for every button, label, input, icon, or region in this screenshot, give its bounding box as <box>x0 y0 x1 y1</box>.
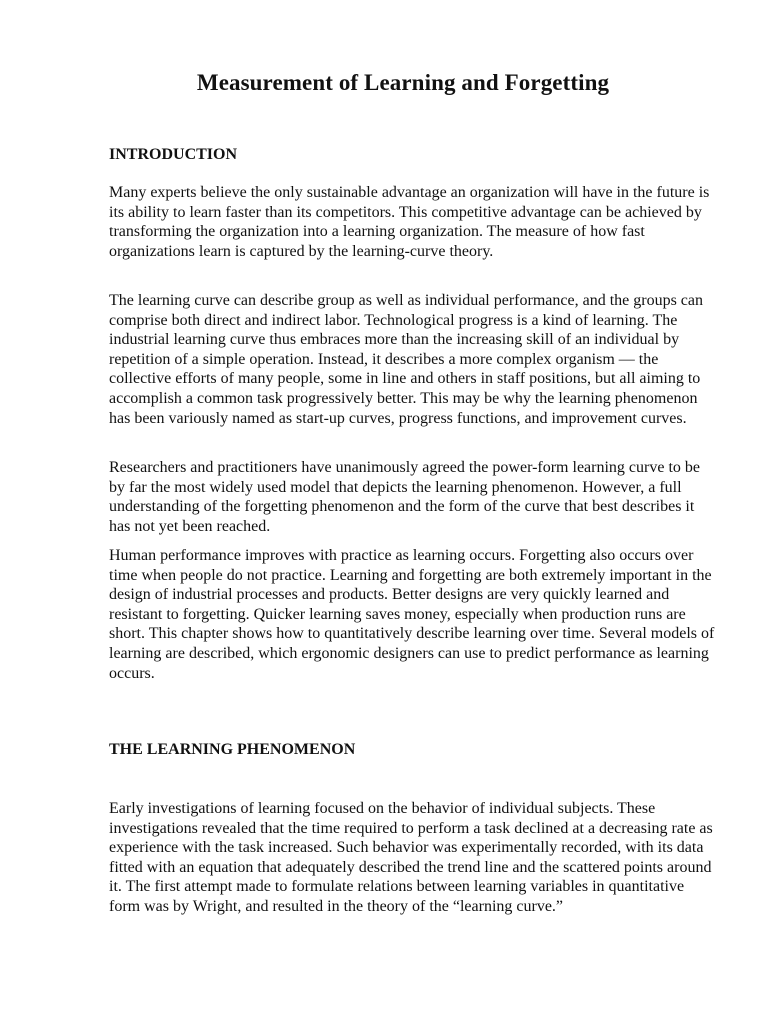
paragraph: Early investigations of learning focused on the behavior of individual subjects. These investigations revealed that the time required to perform a task declined at a decreasing rate as experience with the task increased. Such behavior was experimentally recorded, with its data fitted with an equation that adequately described the trend line and the scattered points around it. The first attempt made to formulate relations between learning variables in quantitative form was by Wright, and resulted in the theory of the “learning curve.” <box>109 800 713 915</box>
section-heading-introduction: INTRODUCTION <box>109 146 238 163</box>
paragraph: Human performance improves with practice as learning occurs. Forgetting also occurs over time when people do not practice. Learning and forgetting are both extremely important in the design of industrial processes and products. Better designs are very quickly learned and resistant to forgetting. Quicker learning saves money, especially when production runs are short. This chapter shows how to quantitatively describe learning over time. Several models of learning are described, which ergonomic designers can use to predict performance as learning occurs. <box>109 547 715 682</box>
paragraph: Researchers and practitioners have unanimously agreed the power-form learning curve to be by far the most widely used model that depicts the learning phenomenon. However, a full understanding of the forgetting phenomenon and the form of the curve that best describes it has not yet been reached. <box>109 459 700 535</box>
section-heading-learning-phenomenon: THE LEARNING PHENOMENON <box>109 741 356 758</box>
paragraph: Many experts believe the only sustainable advantage an organization will have in the future is its ability to learn faster than its competitors. This competitive advantage can be achieved by transforming the organization into a learning organization. The measure of how fast organizations learn is captured by the learning-curve theory. <box>109 184 710 260</box>
document-title: Measurement of Learning and Forgetting <box>196 70 610 95</box>
paragraph: The learning curve can describe group as well as individual performance, and the groups can comprise both direct and indirect labor. Technological progress is a kind of learning. The industrial learning curve thus embraces more than the increasing skill of an individual by repetition of a simple operation. Instead, it describes a more complex organism — the collective efforts of many people, some in line and others in staff positions, but all aiming to accomplish a common task progressively better. This may be why the learning phenomenon has been variously named as start-up curves, progress functions, and improvement curves. <box>109 292 703 427</box>
